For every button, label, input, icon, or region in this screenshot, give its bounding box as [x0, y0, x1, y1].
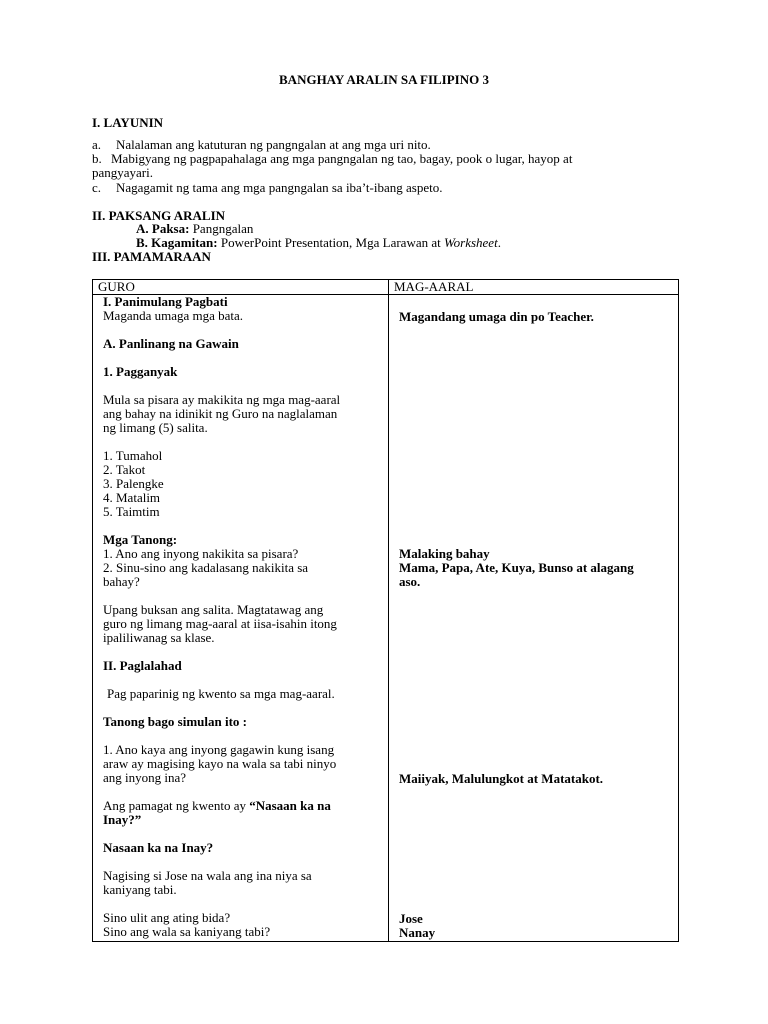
table-header-row: [93, 280, 679, 295]
paksa-line: [136, 222, 253, 236]
layunin-heading: I. LAYUNIN: [92, 115, 164, 130]
ano-line-3: ang inyong ina?: [103, 770, 187, 785]
layunin-item-b-cont: pangyayari.: [92, 165, 154, 180]
answer-bati: Magandang umaga din po Teacher.: [399, 309, 594, 324]
word-item: 1. Tumahol: [103, 448, 163, 463]
upang-line-3: ipaliliwanag sa klase.: [103, 630, 215, 645]
layunin-item-a: Nalalaman ang katuturan ng pangngalan at ang mga uri nito.: [116, 137, 431, 152]
ano-line-1: 1. Ano kaya ang inyong gagawin kung isang: [103, 742, 335, 757]
answer-maiiyak: Maiiyak, Malulungkot at Matatakot.: [399, 771, 604, 786]
header-guro: GURO: [93, 280, 389, 295]
kagamitan-label: B. Kagamitan:: [136, 235, 218, 250]
paksa-value: Pangngalan: [192, 221, 254, 236]
mga-tanong-heading: Mga Tanong:: [103, 532, 178, 547]
answer-nanay: Nanay: [399, 925, 436, 940]
kagamitan-end: .: [497, 235, 501, 250]
layunin-item-b: Mabigyang ng pagpapahalaga ang mga pangngalan ng tao, bagay, pook o lugar, hayop at: [111, 151, 573, 166]
paksa-label: A. Paksa:: [136, 221, 190, 236]
panlinang-heading: A. Panlinang na Gawain: [103, 336, 239, 351]
story-title: Nasaan ka na Inay?: [103, 840, 214, 855]
ano-line-2: araw ay magising kayo na wala sa tabi ninyo: [103, 756, 337, 771]
question-2-cont: bahay?: [103, 574, 140, 589]
bati-text: Maganda umaga mga bata.: [103, 308, 244, 323]
header-mag-aaral: MAG-AARAL: [389, 280, 679, 295]
answer-malaking-bahay: Malaking bahay: [399, 546, 490, 561]
guro-cell: [93, 295, 389, 942]
sino-line-2: Sino ang wala sa kaniyang tabi?: [103, 924, 271, 939]
paparinig-text: Pag paparinig ng kwento sa mga mag-aaral.: [107, 686, 335, 701]
mula-line-3: ng limang (5) salita.: [103, 420, 208, 435]
mag-aaral-cell: [389, 295, 679, 942]
pamagat-line: [103, 799, 331, 813]
word-item: 2. Takot: [103, 462, 146, 477]
upang-line-2: guro ng limang mag-aaral at iisa-isahin itong: [103, 616, 337, 631]
document-title: BANGHAY ARALIN SA FILIPINO 3: [279, 72, 489, 87]
answer-jose: Jose: [399, 911, 423, 926]
layunin-item-c: Nagagamit ng tama ang mga pangngalan sa iba’t-ibang aspeto.: [116, 180, 443, 195]
pamagat-title: “Nasaan ka na: [249, 798, 331, 813]
layunin-marker-c: c.: [92, 180, 102, 195]
layunin-marker-a: a.: [92, 137, 102, 152]
answer-mama-line-1: Mama, Papa, Ate, Kuya, Bunso at alagang: [399, 560, 634, 575]
tanong-bago-heading: Tanong bago simulan ito :: [103, 714, 248, 729]
mula-line-1: Mula sa pisara ay makikita ng mga mag-aaral: [103, 392, 341, 407]
kagamitan-italic: Worksheet: [444, 235, 498, 250]
upang-line-1: Upang buksan ang salita. Magtatawag ang: [103, 602, 324, 617]
word-item: 5. Taimtim: [103, 504, 160, 519]
pamagat-title-cont: Inay?”: [103, 812, 142, 827]
panimulang-heading: I. Panimulang Pagbati: [103, 294, 228, 309]
table-row: [93, 295, 679, 942]
pagganyak-heading: 1. Pagganyak: [103, 364, 178, 379]
nagising-line-2: kaniyang tabi.: [103, 882, 177, 897]
kagamitan-line: [136, 236, 501, 250]
nagising-line-1: Nagising si Jose na wala ang ina niya sa: [103, 868, 312, 883]
word-item: 3. Palengke: [103, 476, 164, 491]
word-item: 4. Matalim: [103, 490, 161, 505]
question-2: 2. Sinu-sino ang kadalasang nakikita sa: [103, 560, 309, 575]
lesson-table: [92, 279, 679, 942]
paksa-heading: II. PAKSANG ARALIN: [92, 208, 226, 223]
answer-mama-line-2: aso.: [399, 574, 421, 589]
mula-line-2: ang bahay na idinikit ng Guro na naglalaman: [103, 406, 338, 421]
kagamitan-value: PowerPoint Presentation, Mga Larawan at: [220, 235, 441, 250]
pamagat-text: Ang pamagat ng kwento ay: [103, 798, 246, 813]
pamamaraan-heading: III. PAMAMARAAN: [92, 249, 211, 264]
paglalahad-heading: II. Paglalahad: [103, 658, 182, 673]
sino-line-1: Sino ulit ang ating bida?: [103, 910, 231, 925]
layunin-marker-b: b.: [92, 151, 102, 166]
question-1: 1. Ano ang inyong nakikita sa pisara?: [103, 546, 299, 561]
